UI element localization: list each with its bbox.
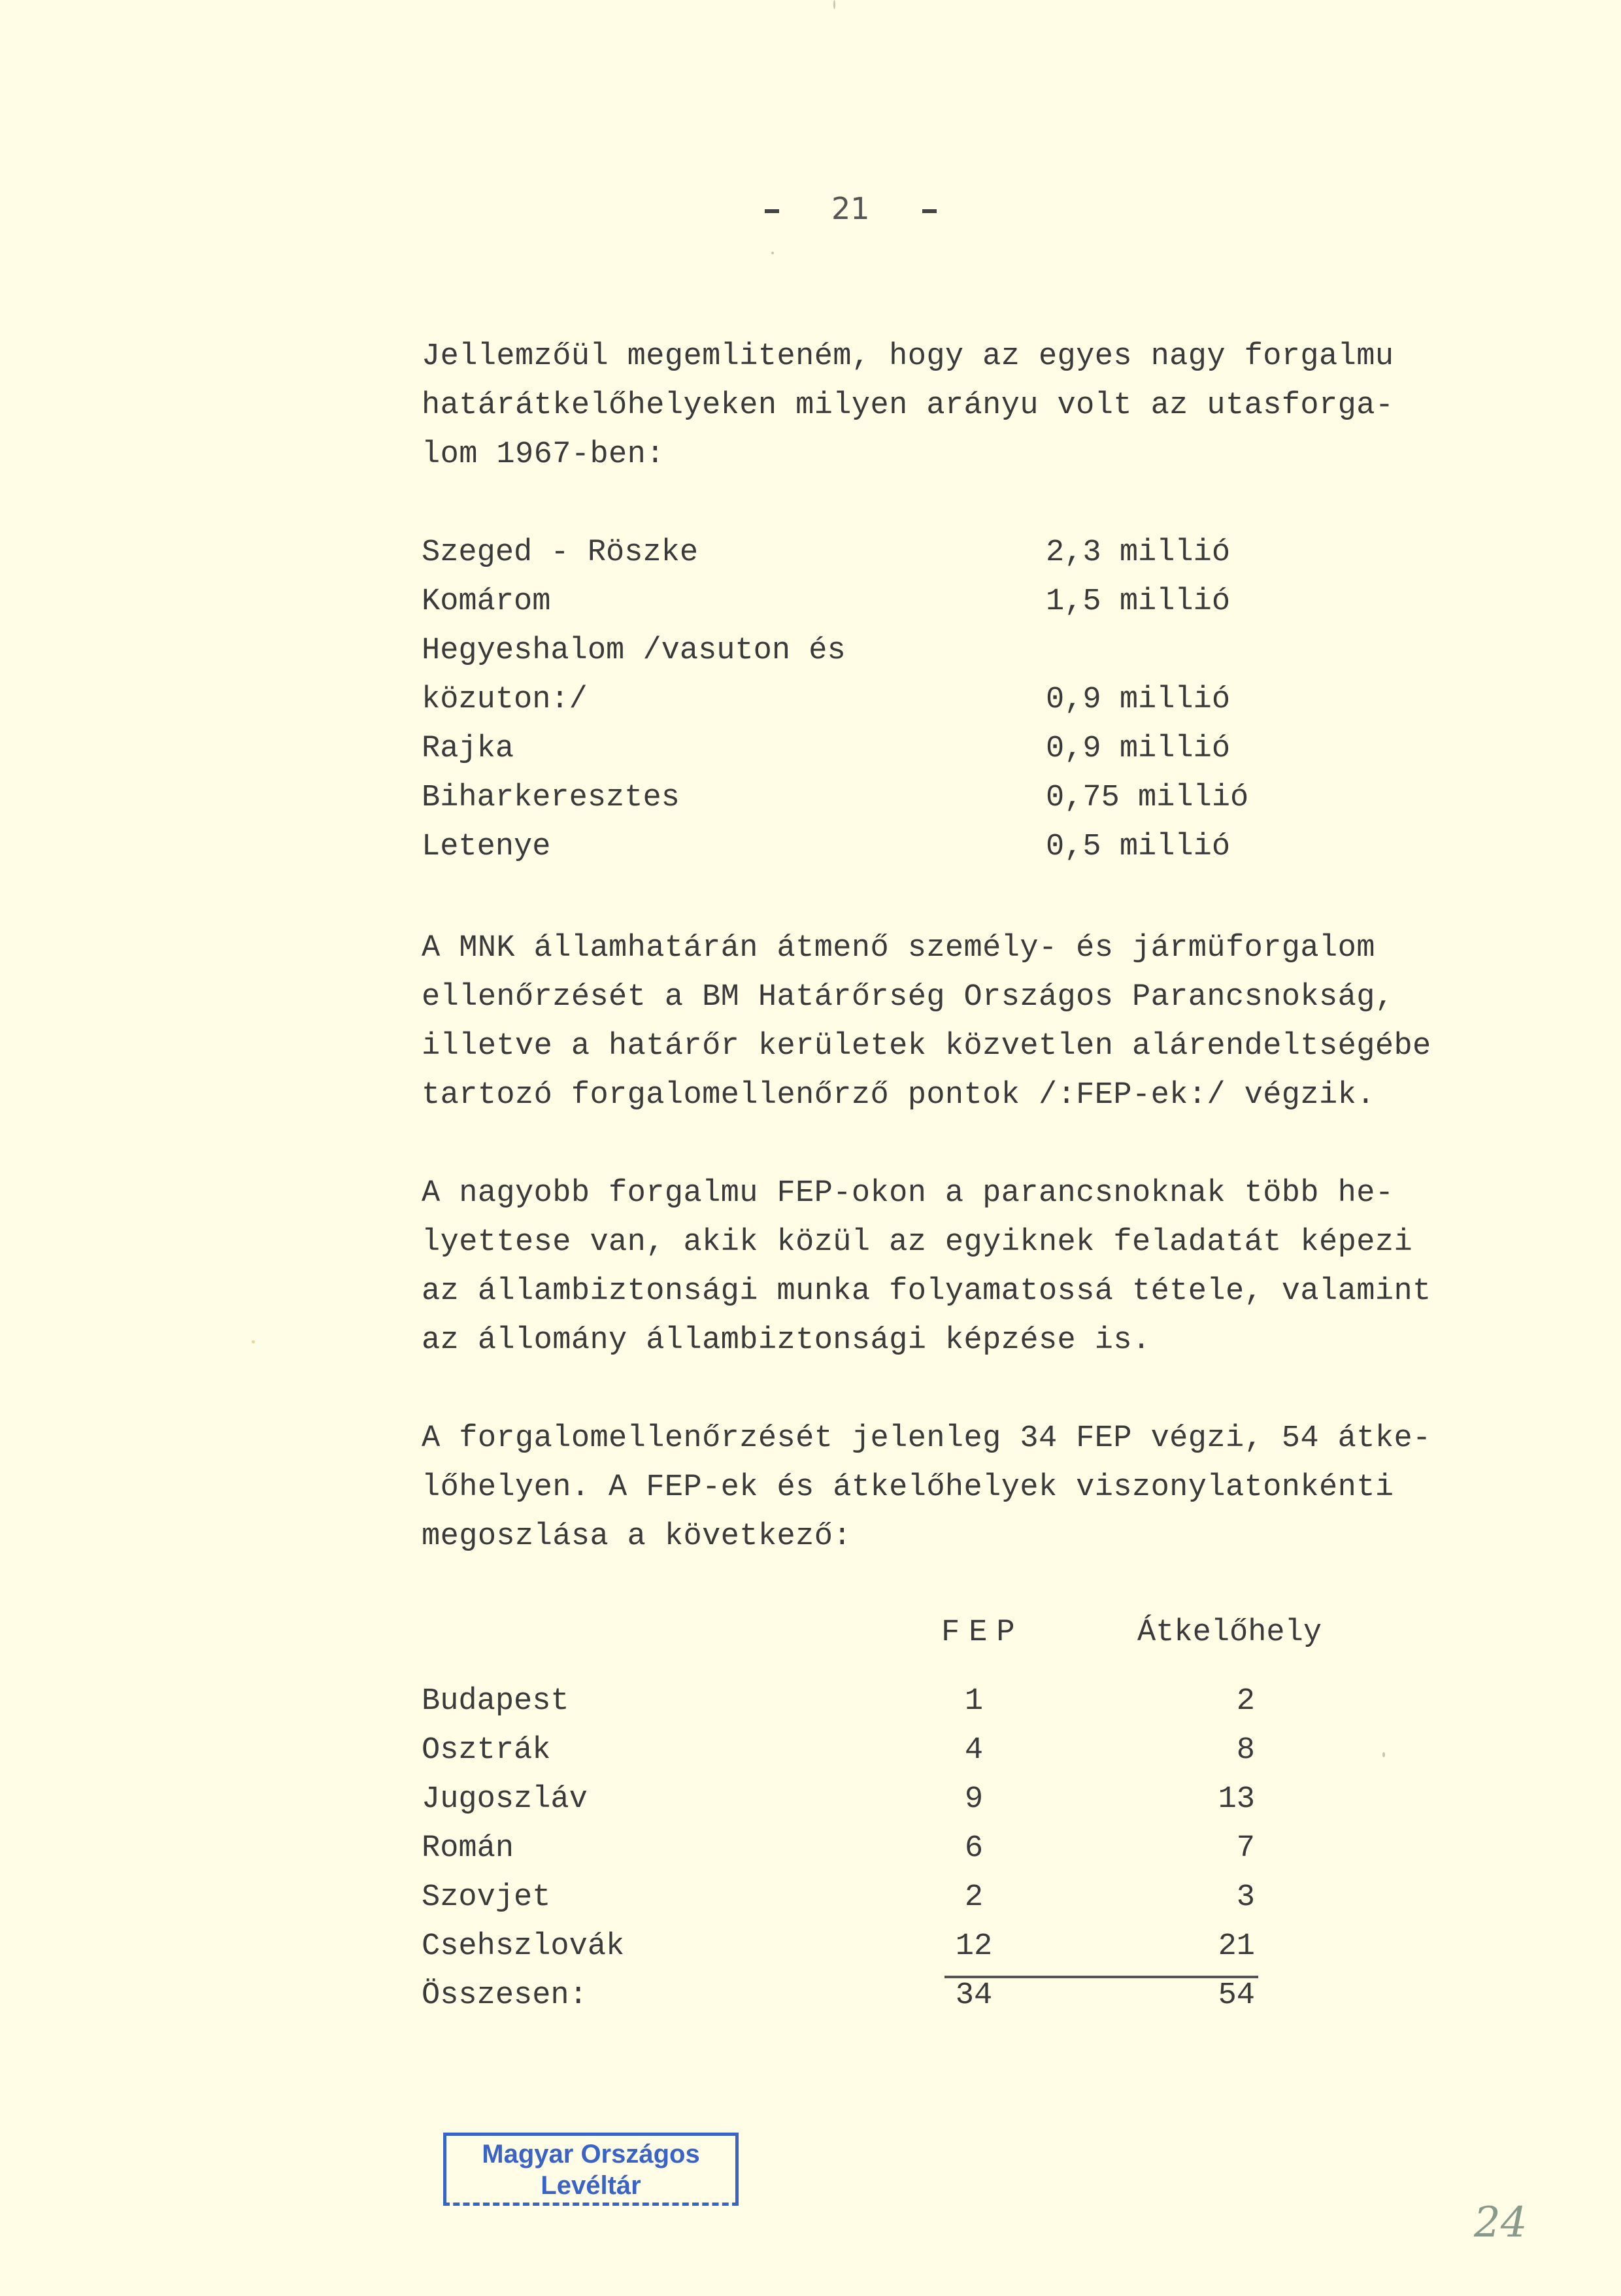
crossing-count: 8 bbox=[1236, 1733, 1255, 1768]
text-line: az állambiztonsági munka folyamatossá tétele, valamint bbox=[422, 1274, 1431, 1309]
paper-speck bbox=[252, 1340, 255, 1343]
traffic-value: 0,5 millió bbox=[1046, 830, 1231, 864]
crossing-name: Komárom bbox=[422, 584, 551, 619]
crossing-name: Hegyeshalom /vasuton és bbox=[422, 633, 846, 668]
paper-speck bbox=[1382, 1752, 1385, 1757]
dash-right bbox=[922, 209, 937, 213]
text-line: ellenőrzését a BM Határőrség Országos Parancsnokság, bbox=[422, 980, 1394, 1015]
crossing-name: Rajka bbox=[422, 732, 514, 766]
crossing-count: 13 bbox=[1218, 1782, 1255, 1817]
dash-left bbox=[765, 209, 779, 213]
table-total-row bbox=[422, 1971, 1402, 2020]
stamp-line-1: Magyar Országos bbox=[482, 2140, 700, 2169]
text-line: A forgalomellenőrzését jelenleg 34 FEP végzi, 54 átke- bbox=[422, 1421, 1431, 1456]
paragraph-deputies bbox=[422, 1169, 1572, 1365]
text-line: határátkelőhelyeken milyen arányu volt az utasforga- bbox=[422, 388, 1394, 423]
stamp-line-2: Levéltár bbox=[541, 2171, 641, 2200]
traffic-value: 0,9 millió bbox=[1046, 683, 1231, 717]
crossing-count: 7 bbox=[1236, 1831, 1255, 1866]
page-number bbox=[712, 184, 980, 236]
fep-count: 9 bbox=[964, 1782, 984, 1817]
table-header bbox=[422, 1608, 1402, 1657]
list-item bbox=[422, 675, 1337, 724]
handwritten-folio-number: 24 bbox=[1474, 2199, 1528, 2247]
paragraph-intro bbox=[422, 332, 1572, 479]
crossing-count: 2 bbox=[1236, 1684, 1255, 1719]
list-item bbox=[422, 577, 1337, 626]
total-fep: 34 bbox=[955, 1978, 993, 2013]
region-name: Budapest bbox=[422, 1684, 569, 1719]
column-header-fep: FEP bbox=[941, 1615, 1024, 1650]
table-row bbox=[422, 1824, 1402, 1873]
crossing-count: 21 bbox=[1218, 1929, 1255, 1964]
fep-count: 12 bbox=[955, 1929, 993, 1964]
page-number-value: 21 bbox=[831, 191, 870, 226]
region-name: Román bbox=[422, 1831, 514, 1866]
traffic-value: 2,3 millió bbox=[1046, 535, 1231, 570]
traffic-value: 0,9 millió bbox=[1046, 732, 1231, 766]
region-name: Osztrák bbox=[422, 1733, 551, 1768]
text-line: A MNK államhatárán átmenő személy- és jármüforgalom bbox=[422, 931, 1375, 966]
crossing-name: közuton:/ bbox=[422, 683, 588, 717]
fep-count: 2 bbox=[964, 1880, 984, 1915]
traffic-value: 1,5 millió bbox=[1046, 584, 1231, 619]
text-line: megoszlása a következő: bbox=[422, 1519, 852, 1554]
fep-count: 4 bbox=[964, 1733, 984, 1768]
text-line: illetve a határőr kerületek közvetlen alárendeltségébe bbox=[422, 1029, 1431, 1064]
text-line: tartozó forgalomellenőrző pontok /:FEP-ek:/ végzik. bbox=[422, 1078, 1375, 1113]
archive-stamp bbox=[443, 2133, 739, 2206]
crossing-name: Letenye bbox=[422, 830, 551, 864]
text-line: lom 1967-ben: bbox=[422, 437, 665, 472]
list-item bbox=[422, 773, 1337, 822]
text-line: Jellemzőül megemliteném, hogy az egyes nagy forgalmu bbox=[422, 339, 1394, 374]
table-row bbox=[422, 1873, 1402, 1922]
table-row bbox=[422, 1677, 1402, 1726]
traffic-list bbox=[422, 528, 1337, 871]
list-item bbox=[422, 626, 1337, 675]
total-crossings: 54 bbox=[1218, 1978, 1255, 2013]
paragraph-distribution bbox=[422, 1414, 1572, 1561]
text-line: az állomány állambiztonsági képzése is. bbox=[422, 1323, 1151, 1358]
list-item bbox=[422, 822, 1337, 871]
paper-speck bbox=[833, 0, 835, 9]
region-name: Jugoszláv bbox=[422, 1782, 588, 1817]
list-item bbox=[422, 724, 1337, 773]
total-label: Összesen: bbox=[422, 1978, 588, 2013]
fep-count: 6 bbox=[964, 1831, 984, 1866]
crossing-name: Biharkeresztes bbox=[422, 781, 680, 815]
paper-speck bbox=[771, 252, 774, 254]
table-row bbox=[422, 1726, 1402, 1775]
column-header-crossings: Átkelőhely bbox=[1137, 1615, 1322, 1650]
region-name: Csehszlovák bbox=[422, 1929, 625, 1964]
table-row bbox=[422, 1922, 1402, 1971]
text-line: lőhelyen. A FEP-ek és átkelőhelyek viszonylatonkénti bbox=[422, 1470, 1394, 1505]
list-item bbox=[422, 528, 1337, 577]
distribution-table bbox=[422, 1608, 1402, 2020]
region-name: Szovjet bbox=[422, 1880, 551, 1915]
traffic-value: 0,75 millió bbox=[1046, 781, 1249, 815]
crossing-count: 3 bbox=[1236, 1880, 1255, 1915]
text-line: A nagyobb forgalmu FEP-okon a parancsnoknak több he- bbox=[422, 1176, 1394, 1211]
fep-count: 1 bbox=[964, 1684, 984, 1719]
sum-underline bbox=[944, 1976, 1258, 1978]
text-line: lyettese van, akik közül az egyiknek feladatát képezi bbox=[422, 1225, 1413, 1260]
paragraph-border-control bbox=[422, 924, 1572, 1120]
crossing-name: Szeged - Röszke bbox=[422, 535, 699, 570]
table-row bbox=[422, 1775, 1402, 1824]
